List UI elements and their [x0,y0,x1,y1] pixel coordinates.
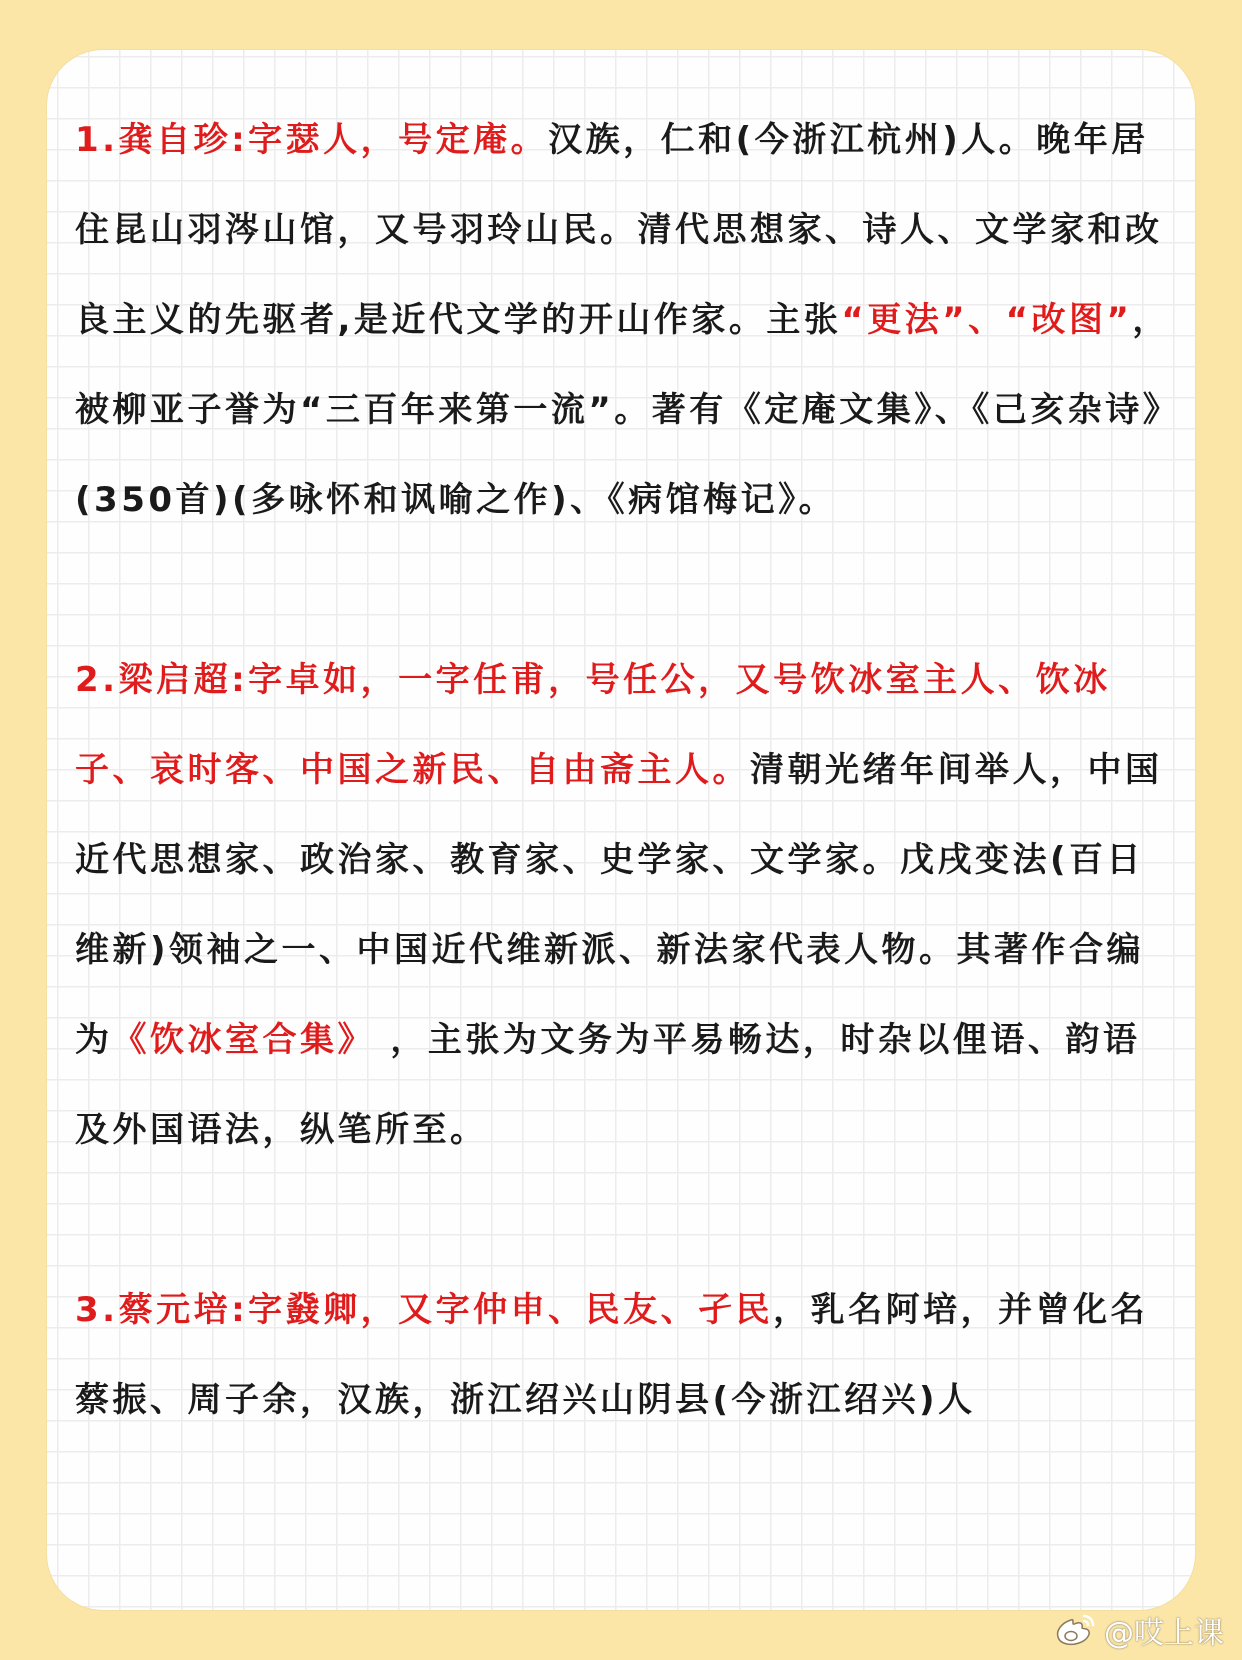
body-text: ，乳名阿培，并曾化名蔡振、周子余，汉族，浙江绍兴山阴县(今浙江绍兴)人 [75,1290,1149,1420]
article-body [75,95,1175,1445]
paragraph-liang-qichao [75,635,1175,1175]
watermark [1054,1610,1224,1650]
watermark-text: @哎上课 [1104,1616,1224,1651]
heading-cai-yuanpei: 3.蔡元培:字鼗卿，又字仲申、民友、孑民 [75,1290,774,1330]
highlight-quote: “更法”、“改图” [841,300,1133,340]
paragraph-gong-zizhen [75,95,1175,545]
body-text: ，被柳亚子誉为“三百年来第一流”。著有《定庵文集》、《己亥杂诗》(350首)(多咏怀和讽喻之作)、《病馆梅记》。 [75,300,1170,520]
body-text: 清朝光绪年间举人，中国近代思想家、政治家、教育家、史学家、文学家。戊戌变法(百日维新)领袖之一、中国近代维新派、新法家代表人物。其著作合编为 [75,750,1163,1060]
heading-liang-qichao: 2.梁启超:字卓如，一字任甫，号任公，又号饮冰室主人、饮冰子、哀时客、中国之新民、自由斋主人。 [75,660,1111,790]
content-card [47,50,1195,1610]
paragraph-cai-yuanpei [75,1265,1175,1445]
highlight-book-title: 《饮冰室合集》 [112,1020,375,1060]
weibo-icon [1054,1612,1096,1648]
heading-gong-zizhen: 1.龚自珍:字瑟人，号定庵。 [75,120,549,160]
body-text: 汉族，仁和(今浙江杭州)人。晚年居住昆山羽涔山馆，又号羽玲山民。清代思想家、诗人、文学家和改良主义的先驱者,是近代文学的开山作家。主张 [75,120,1163,340]
body-text: ，主张为文务为平易畅达，时杂以俚语、韵语及外国语法，纵笔所至。 [75,1020,1141,1150]
